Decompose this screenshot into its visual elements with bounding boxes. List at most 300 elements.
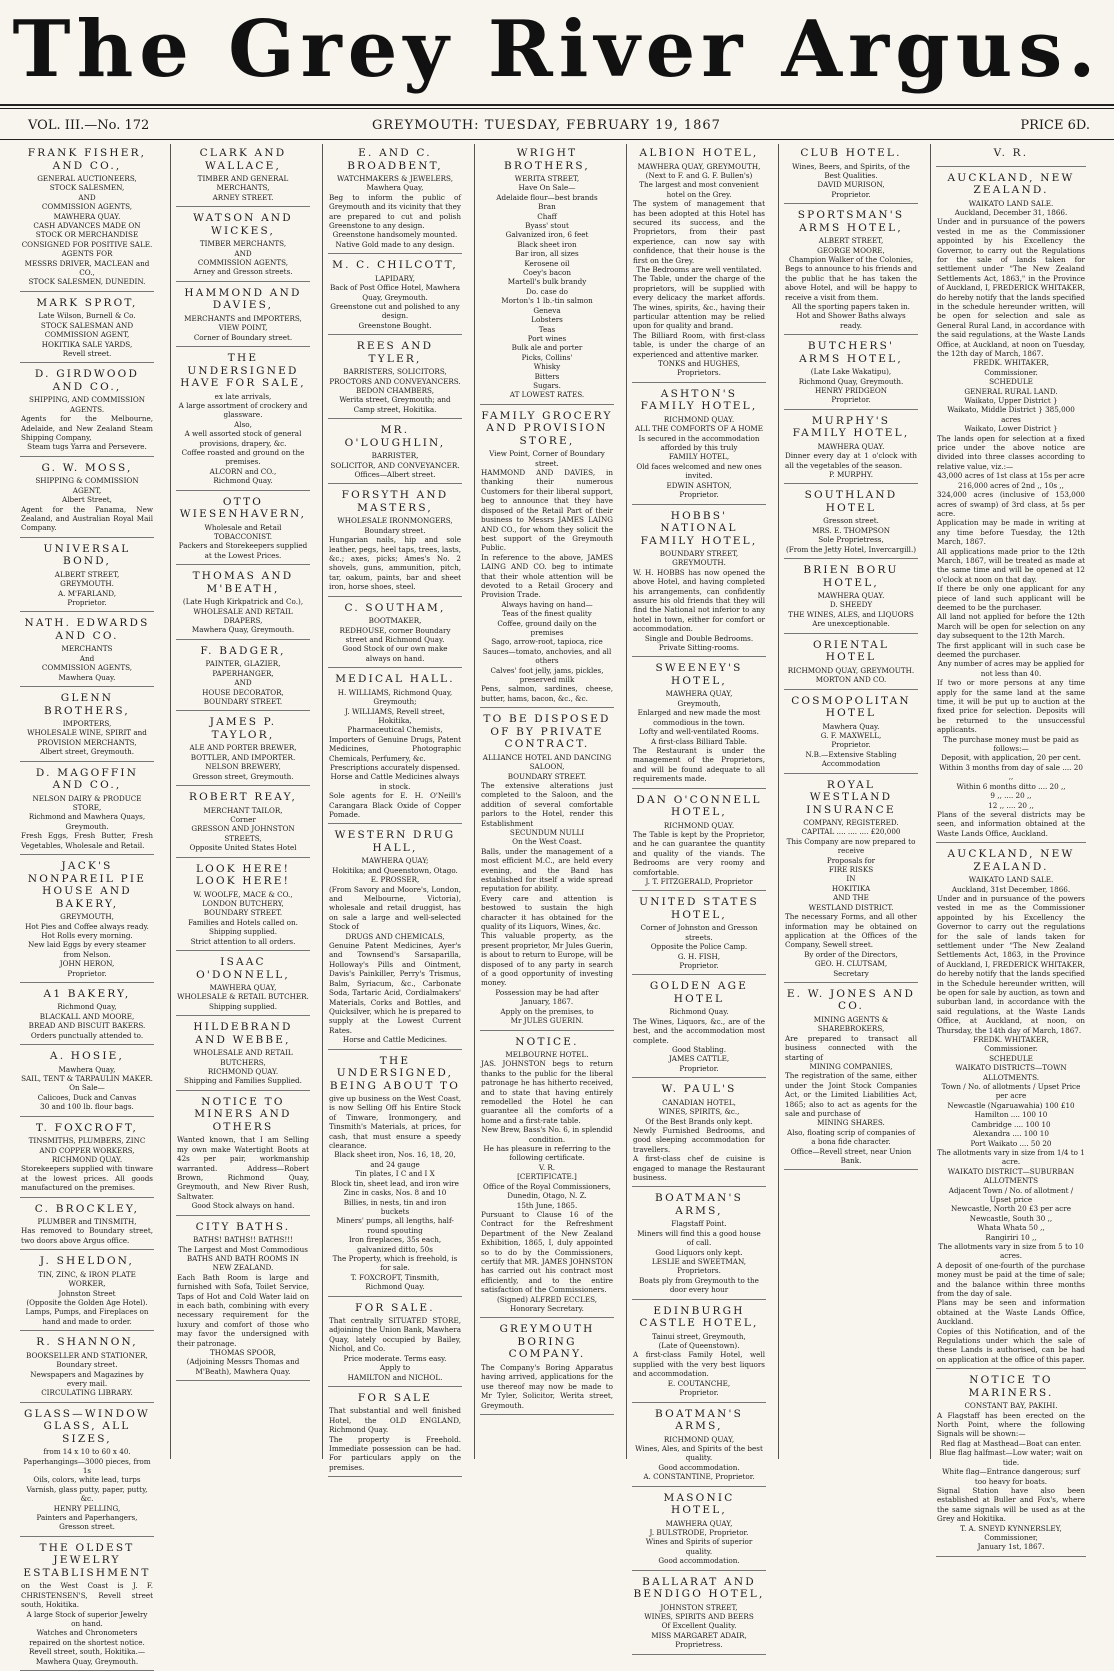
advertisement-line: THE WINES, ALES, and LIQUORS	[788, 609, 914, 619]
advertisement-line: BATHS! BATHS!! BATHS!!!	[192, 1235, 294, 1245]
advertisement-line: Is secured in the accommodation afforded by this truly	[638, 433, 760, 453]
advertisement-line: BOUNDARY STREET.	[203, 697, 283, 706]
advertisement-line: Of the Best Brands only kept.	[645, 1116, 753, 1126]
advertisement	[784, 412, 918, 485]
advertisement	[176, 642, 310, 712]
advertisement-line: Strict attention to all orders.	[190, 936, 296, 946]
advertisement-heading: CITY BATHS.	[195, 1220, 291, 1233]
advertisement-heading: D. MAGOFFIN AND CO.,	[35, 766, 139, 792]
advertisement-line: Tainui street, Greymouth,	[652, 1331, 746, 1341]
advertisement-line: Proprietor.	[679, 1388, 719, 1398]
advertisement-line: Hot and Shower Baths always ready.	[796, 311, 906, 330]
advertisement-line: Galvanized iron, 6 feet	[505, 230, 589, 240]
advertisement-line: TIMBER AND GENERAL	[197, 174, 289, 183]
advertisement-line: On Sale—	[69, 1083, 105, 1093]
advertisement	[176, 1093, 310, 1216]
advertisement-heading: BOATMAN'S ARMS,	[655, 1192, 743, 1217]
advertisement-heading: HOBBS' NATIONAL FAMILY HOTEL,	[640, 509, 758, 547]
advertisement-line: ARNEY STREET.	[212, 192, 274, 202]
column-separator	[474, 144, 475, 1459]
advertisement-line: SHIPPING, AND COMMISSION AGENTS.	[28, 395, 146, 414]
advertisement-heading: D. GIRDWOOD AND CO.,	[34, 368, 140, 393]
advertisement	[20, 1539, 154, 1671]
advertisement-heading: LOOK HERE! LOOK HERE!	[196, 862, 290, 888]
advertisement-line: PAINTER, GLAZIER,	[205, 659, 281, 669]
advertisement-heading: UNITED STATES HOTEL,	[639, 896, 759, 921]
advertisement	[176, 1018, 310, 1091]
advertisement	[20, 614, 154, 687]
advertisement-line: Blue flag halfmast—Low water; wait on tide.	[939, 1448, 1083, 1467]
advertisement-line: WINES, SPIRITS, &c.,	[658, 1107, 740, 1117]
advertisement-line: The property is Freehold. Immediate possession can be had. For particulars apply on the premises.	[329, 1434, 461, 1472]
advertisement-line: Possession may be had after January, 1867.	[495, 987, 599, 1007]
advertisement	[176, 1218, 310, 1382]
advertisement-line: P. MURPHY.	[829, 470, 873, 480]
advertisement-line: Mr JULES GUERIN.	[510, 1016, 584, 1026]
advertisement-line: G. F. MAXWELL,	[820, 730, 882, 740]
advertisement-line: TIMBER MERCHANTS,	[199, 239, 287, 249]
advertisement-line: MAWHERA QUAY;	[361, 856, 429, 866]
advertisement-line: Oils, colors, white lead, turps	[33, 1475, 141, 1485]
advertisement-line: WAIKATO DISTRICTS—TOWN ALLOTMENTS.	[955, 1063, 1067, 1082]
advertisement	[480, 1320, 614, 1415]
advertisement	[784, 776, 918, 983]
advertisement-heading: FOR SALE.	[355, 1301, 435, 1314]
advertisement-line: Proprietor.	[679, 490, 719, 500]
advertisement-line: GRESSON AND JOHNSTON STREETS,	[191, 824, 295, 843]
advertisement	[480, 710, 614, 1030]
advertisement-line: 30 and 100 lb. flour bags.	[40, 1102, 134, 1112]
advertisement-line: Importers of Genuine Drugs, Patent Medicines, Photographic Chemicals, Perfumery, &c.	[329, 734, 461, 763]
advertisement-line: Arney and Gresson streets.	[193, 267, 293, 277]
advertisement-line: Also,	[234, 419, 252, 429]
advertisement-line: Chaff	[537, 211, 557, 221]
column-separator	[170, 144, 171, 1459]
advertisement	[176, 788, 310, 858]
advertisement-line: W. H. HOBBS has now opened the above Hotel, and having completed his arrangements, can confidently assure his old friends that they will find the National not inferior to any hotel in town, either for comfort or accommodation.	[633, 567, 765, 634]
advertisement-line: 216,000 acres of 2nd ,, 10s ,,	[958, 480, 1064, 490]
advertisement-heading: C. SOUTHAM,	[344, 601, 446, 614]
advertisement-line: Dinner every day at 1 o'clock with all the vegetables of the season.	[785, 451, 917, 470]
advertisement	[176, 209, 310, 282]
advertisement-line: E. PROSSER,	[370, 875, 420, 885]
advertisement-line: HOUSE DECORATOR,	[202, 687, 284, 697]
advertisement-line: A large Stock of superior Jewelry on hand.	[26, 1609, 148, 1628]
advertisement-line: Horse and Cattle Medicines always in stock.	[330, 772, 460, 791]
advertisement-line: LONDON BUTCHERY,	[202, 898, 284, 908]
advertisement-line: Sauces—tomato, anchovies, and all others	[482, 646, 612, 666]
advertisement-line: Champion Walker of the Colonies,	[789, 254, 913, 264]
column-separator	[778, 144, 779, 1459]
advertisement-line: J. T. FITZGERALD, Proprietor	[645, 876, 753, 886]
advertisement-line: Balls, under the management of a most efficient M.C., are held every evening, and the Band has established for itself a wide spread reputation for ability.	[481, 846, 613, 894]
advertisement-line: Hot Pies and Coffee always ready.	[25, 921, 149, 931]
advertisement-line: CIRCULATING LIBRARY.	[41, 1388, 133, 1398]
advertisement-line: MINING COMPANIES,	[809, 1061, 893, 1071]
advertisement-line: Auckland, 31st December, 1866.	[951, 884, 1071, 894]
advertisement-line: Newly Furnished Bedrooms, and good sleeping accommodation for travellers.	[633, 1125, 765, 1154]
advertisement-line: Lamps, Pumps, and Fireplaces on hand and made to order.	[25, 1307, 149, 1326]
advertisement-line: This valuable property, as the present proprietor, Mr Jules Guerin, is about to return to Europe, will be disposed of to any party in search of a good opportunity of investing money.	[481, 931, 613, 988]
advertisement-line: Do. case do	[526, 286, 568, 296]
advertisement-heading: NATH. EDWARDS AND CO.	[24, 617, 150, 642]
advertisement-line: A well assorted stock of general provisions, drapery, &c.	[184, 429, 302, 448]
advertisement-line: MAWHERA QUAY.	[817, 441, 885, 451]
advertisement-line: Hot Rolls every morning.	[41, 930, 133, 940]
advertisement-line: A deposit of one-fourth of the purchase money must be paid at the time of sale; and the balance within three months from the day of sale.	[937, 1260, 1085, 1298]
advertisement-line: Gresson street, Greymouth.	[192, 771, 294, 781]
advertisement-line: RICHMOND QUAY.	[663, 414, 735, 424]
advertisement-line: The registration of the same, either under the Joint Stock Companies Act, or the Limited Liabilities Act, 1865; also to act as agents for the sale and purchase of	[785, 1071, 917, 1118]
advertisement	[328, 421, 462, 484]
advertisement-line: In reference to the above, JAMES LAING AND CO. beg to intimate that their whole attention will be devoted to a Retail Grocery and Provision Trade.	[481, 552, 613, 600]
advertisement-heading: NOTICE TO MINERS AND OTHERS	[194, 1095, 292, 1133]
advertisement	[328, 599, 462, 669]
advertisement-line: Watches and Chronometers repaired on the shortest notice.	[29, 1628, 145, 1647]
advertisement-line: give up business on the West Coast, is now Selling Off his Entire Stock of Tinware, Ironmongery, and Tinsmith's Materials, at prices, for cash, that must ensure a speedy clearance.	[329, 1094, 461, 1151]
advertisement-line: ALBERT STREET,	[818, 236, 884, 246]
advertisement-line: WAIKATO LAND SALE.	[968, 198, 1054, 208]
advertisement-line: MERCHANTS and IMPORTERS,	[184, 313, 302, 323]
advertisement-line: The purchase money must be paid as follows:—	[943, 734, 1079, 754]
advertisement-line: Opposite United States Hotel	[189, 843, 297, 853]
advertisement-line: The Bedrooms are well ventilated.	[636, 264, 762, 274]
advertisement-line: WERITA STREET,	[514, 174, 580, 183]
advertisement-line: Under and in pursuance of the powers vested in me as the Commissioner appointed by his Excellency the Governor to carry out the regulations for the sale of lands taken for settlement under "The New Zealand Settlements Act, 1863, in the Province of Auckland, I, FREDERICK WHITAKER, do hereby notify that the lands specified in the Schedule hereunder written, will be open for sale by auction, as town and suburban land, in accordance with the said regulations, at the Waste Lands Office, at Auckland, at noon, on Thursday, the 14th day of March, 1867.	[937, 893, 1085, 1035]
advertisement-heading: SOUTHLAND HOTEL	[804, 489, 898, 514]
advertisement-heading: M. C. CHILCOTT,	[332, 259, 458, 272]
advertisement-line: Corner of Boundary street.	[193, 332, 293, 342]
advertisement-line: Pursuant to Clause 16 of the Contract for the Refreshment Department of the New Zealand Exhibition, 1865, I, duly appointed so to do by the Commissioners, certify that MR. JAMES JOHNSTON has carried out his contract most efficiently, and to the entire satisfaction of the Commissioners.	[481, 1209, 613, 1295]
advertisement-line: FIRE RISKS	[828, 865, 874, 875]
advertisement-line: MERCHANTS,	[216, 183, 270, 193]
column-6	[784, 144, 918, 1459]
advertisement	[480, 144, 614, 405]
advertisement-line: Horse and Cattle Medicines.	[342, 1035, 448, 1045]
advertisement-line: Kerosene oil	[524, 258, 570, 268]
advertisement	[632, 893, 766, 975]
masthead	[0, 0, 1114, 100]
advertisement-line: Waikato, Lower District }	[964, 424, 1058, 434]
advertisement-line: All land not applied for before the 12th March will be open for selection on any day subsequent to the 12th March.	[937, 612, 1085, 641]
advertisement-line: SECUNDUM NULLI	[509, 827, 585, 837]
advertisement-line: Corner	[230, 814, 256, 824]
advertisement-line: Agent for the Panama, New Zealand, and Australian Royal Mail Company.	[21, 504, 153, 533]
dateline-rule	[0, 139, 1114, 140]
advertisement-line: Proprietor.	[679, 1063, 719, 1073]
advertisement-line: CANADIAN HOTEL,	[662, 1097, 736, 1107]
advertisement-line: Paperhangings—3000 pieces, from 1s	[23, 1456, 151, 1476]
advertisement	[20, 540, 154, 613]
advertisement-line: Good Liquors only kept.	[655, 1247, 743, 1257]
advertisement-heading: THE UNDERSIGNED HAVE FOR SALE,	[180, 352, 306, 390]
advertisement-line: The Property, which is freehold, is for sale.	[332, 1253, 458, 1273]
advertisement-line: AT LOWEST RATES.	[509, 390, 585, 400]
advertisement-line: Pharmaceutical Chemists,	[347, 725, 443, 735]
advertisement-line: Commissioner.	[984, 1044, 1038, 1054]
column-7	[936, 144, 1086, 1552]
advertisement-line: Orders punctually attended to.	[30, 1030, 144, 1040]
advertisement-line: Johnston Street	[58, 1288, 116, 1298]
advertisement	[20, 1200, 154, 1251]
advertisement-heading: ROYAL WESTLAND INSURANCE	[806, 778, 896, 816]
advertisement-line: Gresson street.	[823, 516, 879, 526]
advertisement-line: REDHOUSE, corner Boundary street and Richmond Quay.	[339, 625, 451, 644]
advertisement-line: And	[79, 653, 95, 663]
advertisement-line: Also, floating scrip of companies of a bona fide character.	[787, 1127, 915, 1147]
advertisement-line: EDWIN ASHTON,	[666, 480, 732, 490]
advertisement-line: Opposite the Police Camp.	[650, 942, 748, 952]
advertisement-line: Proprietor.	[831, 740, 871, 750]
advertisement-heading: MARK SPROT,	[36, 296, 138, 309]
advertisement	[784, 636, 918, 690]
advertisement-line: N.B.—Extensive Stabling Accommodation	[805, 749, 897, 769]
advertisement-line: WHOLESALE AND RETAIL DRAPERS,	[193, 606, 293, 626]
advertisement-line: MAWHERA QUAY,	[665, 689, 733, 699]
advertisement-line: Bran	[538, 202, 556, 212]
advertisement-line: Packers and Storekeepers supplied at the Lowest Prices.	[178, 541, 308, 560]
advertisement-line: Agents for the Melbourne, Adelaide, and New Zealand Steam Shipping Company,	[21, 414, 153, 443]
advertisement-line: STOCK SALESMAN AND COMMISSION AGENT,	[40, 320, 134, 340]
column-1	[20, 144, 154, 1666]
advertisement-line: Commissioner,	[984, 1532, 1038, 1542]
advertisement-line: A. M'FARLAND,	[57, 588, 117, 598]
advertisement-line: DRUGS AND CHEMICALS,	[345, 931, 445, 941]
advertisement-line: Application may be made in writing at any time before Tuesday, the 12th March, 1867.	[937, 518, 1085, 547]
advertisement-line: SAIL, TENT & TARPAULIN MAKER.	[21, 1073, 153, 1083]
advertisement-line: CAPITAL .... .... .... £20,000	[801, 827, 901, 837]
advertisement-line: Billies, in nests, tin and iron buckets	[343, 1197, 447, 1216]
advertisement-line: Port Waikato .... 50 20	[970, 1138, 1052, 1148]
advertisement-line: ALBERT STREET,	[54, 569, 120, 579]
advertisement-line: 12 ,, .... 20 ,,	[988, 800, 1034, 810]
advertisement-line: [CERTIFICATE.]	[517, 1172, 577, 1182]
advertisement	[328, 1389, 462, 1477]
advertisement-heading: WATSON AND WICKES,	[193, 212, 293, 237]
advertisement-line: The Table, under the charge of the proprietors, will be supplied with every delicacy the market affords. The wines, spirits, &c., having their particular attention may be relied upon for quality and brand.	[633, 274, 765, 331]
advertisement-line: HAMILTON and NICHOL.	[347, 1372, 443, 1382]
advertisement-line: Has removed to Boundary street, two doors above Argus office.	[21, 1226, 153, 1245]
advertisement-heading: JACK'S NONPAREIL PIE HOUSE AND BAKERY,	[27, 860, 147, 910]
advertisement-line: WAIKATO LAND SALE.	[968, 875, 1054, 885]
advertisement-line: WHOLESALE & RETAIL BUTCHER.	[177, 992, 309, 1002]
advertisement	[176, 953, 310, 1016]
advertisement-line: New laid Eggs by every steamer from Nelson.	[27, 940, 147, 959]
advertisement-line: Coffee, ground daily on the premises	[497, 618, 597, 637]
advertisement-line: Begs to announce to his friends and the public that he has taken the above Hotel, and will be happy to receive a visit from them.	[785, 264, 917, 302]
advertisement-line: Are unexceptionable.	[812, 619, 890, 629]
advertisement-heading: FORSYTH AND MASTERS,	[341, 489, 449, 514]
advertisement-line: The largest and most convenient hotel on the Grey.	[639, 180, 759, 199]
advertisement-line: Wines, Ales, and Spirits of the best quality.	[635, 1443, 763, 1463]
advertisement-line: Newspapers and Magazines by every mail.	[30, 1369, 144, 1388]
advertisement	[784, 206, 918, 335]
advertisement-line: The Restaurant is under the management of the Proprietors, and will be found adequate to all requirements made.	[633, 745, 765, 784]
advertisement-line: ALL THE COMFORTS OF A HOME	[635, 424, 763, 434]
advertisement-line: JAMES CATTLE,	[668, 1054, 730, 1064]
advertisement-line: Tin plates, I C and I X	[355, 1169, 435, 1179]
advertisement	[784, 337, 918, 410]
advertisement-line: Wanted known, that I am Selling my own make Watertight Boots at 42s per pair, workmanship warranted. Address—Robert Brown, Richmond Quay, Greymouth, and New River Rush, Saltwater.	[177, 1135, 309, 1201]
advertisement	[632, 507, 766, 658]
advertisement-line: FREDK. WHITAKER,	[973, 1035, 1049, 1045]
advertisement-line: MAWHERA QUAY.	[817, 591, 885, 601]
advertisement-line: Price moderate. Terms easy.	[343, 1353, 447, 1363]
advertisement-heading: F. BADGER,	[200, 644, 286, 657]
advertisement-line: Deposit, with application, 20 per cent.	[941, 753, 1081, 763]
advertisement-line: New Brew, Bass's No. 6, in splendid condition.	[481, 1125, 613, 1144]
advertisement-line: Rangiriri 10 ,,	[985, 1232, 1037, 1242]
advertisement-line: Newcastle, South 30 ,,	[969, 1213, 1053, 1223]
advertisement-line: Alexandra .... 100 10	[973, 1129, 1049, 1139]
advertisement-line: G. H. FISH,	[677, 951, 721, 961]
advertisement-line: Are prepared to transact all business connected with the starting of	[785, 1033, 917, 1062]
advertisement-line: Martell's bulk brandy	[507, 277, 587, 287]
advertisement-line: Adjacent Town / No. of allotment / Upset price	[948, 1185, 1074, 1204]
advertisement-heading: E. AND C. BROADBENT,	[347, 147, 443, 172]
advertisement-line: Proprietor.	[831, 395, 871, 405]
advertisement-line: Mawhera Quay.	[58, 672, 116, 682]
advertisement-line: (Opposite the Golden Age Hotel).	[26, 1297, 148, 1307]
advertisement-line: HOKITIKA SALE YARDS,	[41, 339, 133, 349]
advertisement-heading: DAN O'CONNELL HOTEL,	[636, 793, 762, 819]
advertisement-heading: BOATMAN'S ARMS,	[655, 1407, 743, 1432]
advertisement-line: Proprietors.	[677, 368, 721, 378]
advertisement-line: SHIPPING & COMMISSION AGENT,	[35, 476, 139, 495]
advertisement-line: SCHEDULE	[989, 377, 1033, 387]
advertisement-line: Newcastle (Ngaruawahia) 100 £10	[947, 1100, 1075, 1110]
advertisement-line: (Late Hugh Kirkpatrick and Co.),	[182, 597, 304, 607]
advertisement-line: Prescriptions accurately dispensed.	[329, 762, 461, 772]
advertisement-line: Newcastle, North 20 £3 per acre	[951, 1204, 1071, 1214]
advertisement-line: Auckland, December 31, 1866.	[954, 207, 1068, 217]
advertisement-heading: W. PAUL'S	[661, 1083, 737, 1096]
advertisement-line: Miners will find this a good house of call.	[637, 1228, 761, 1248]
advertisement-line: BOTTLER, AND IMPORTER.	[190, 752, 296, 762]
advertisement-line: COMPANY, REGISTERED.	[803, 818, 899, 828]
advertisement-line: BOOTMAKER,	[368, 616, 422, 626]
advertisement-line: Flagstaff Point.	[671, 1219, 727, 1229]
advertisement-line: Proprietor.	[67, 968, 107, 978]
column-4	[480, 144, 614, 1459]
advertisement-line: The necessary Forms, and all other information may be obtained on application at the Offices of the Company, Sewell street.	[785, 912, 917, 950]
advertisement-line: (Late Lake Wakatipu),	[810, 367, 892, 377]
advertisement	[328, 337, 462, 419]
advertisement-line: Good accommodation.	[658, 1556, 740, 1566]
advertisement-heading: GREYMOUTH BORING COMPANY.	[499, 1323, 595, 1361]
advertisement-line: STOCK SALESMEN, DUNEDIN.	[28, 277, 146, 287]
advertisement	[328, 256, 462, 335]
advertisement-line: Always having on hand—	[501, 599, 593, 609]
advertisement-line: Morton's 1 lb.-tin salmon	[501, 296, 593, 306]
advertisement-line: Honorary Secretary.	[510, 1303, 584, 1313]
advertisement-line: Proprietor.	[831, 189, 871, 199]
advertisement-line: Richmond Quay.	[365, 1282, 425, 1292]
column-separator	[322, 144, 323, 1459]
advertisement-line: Richmond Quay.	[213, 476, 273, 486]
advertisement-line: Proprietor.	[67, 598, 107, 607]
advertisement-line: BEDON CHAMBERS,	[356, 386, 434, 395]
advertisement-line: Coey's bacon	[523, 268, 571, 278]
advertisement-line: (Adjoining Messrs Thomas and M'Beath), Mawhera Quay.	[186, 1357, 300, 1376]
advertisement-line: All the sporting papers taken in.	[792, 301, 910, 311]
advertisement	[632, 1080, 766, 1187]
advertisement-line: A large assortment of crockery and glassware.	[178, 400, 308, 420]
advertisement-line: Offices—Albert street.	[354, 470, 436, 480]
advertisement	[632, 1405, 766, 1487]
advertisement-line: NELSON DAIRY & PRODUCE STORE,	[32, 793, 142, 813]
advertisement-line: Office—Revell street, near Union Bank.	[790, 1146, 912, 1166]
advertisement-line: T. A. SNEYD KYNNERSLEY,	[960, 1523, 1062, 1533]
advertisement-line: Proprietress.	[675, 1640, 723, 1650]
advertisement-line: If there be only one applicant for any piece of land such applicant will be deemed to be the purchaser.	[937, 584, 1085, 612]
advertisement-line: January 1st, 1867.	[977, 1542, 1045, 1552]
advertisement-heading: UNIVERSAL BOND,	[43, 542, 131, 568]
advertisement-line: Good accommodation.	[658, 1462, 740, 1472]
advertisement-line: Storekeepers supplied with tinware at the lowest prices. All goods manufactured on the premises.	[21, 1164, 153, 1193]
advertisement-line: HAMMOND AND DAVIES, in thanking their numerous Customers for their liberal support, beg to announce that they have disposed of the Retail Part of their business to Messrs JAMES LAING AND CO., for whom they solicit the best support of the Greymouth Public.	[481, 468, 613, 553]
advertisement	[20, 144, 154, 292]
advertisement-line: The system of management that has been adopted at this Hotel has secured its success, and the Proprietors, from their past experience, can now say with confidence, that their house is the first on the Grey.	[633, 199, 765, 265]
advertisement-line: AND	[234, 248, 252, 258]
advertisement-line: AND THE	[833, 893, 869, 903]
advertisement-line: CASH ADVANCES MADE ON	[33, 221, 141, 231]
advertisement-line: A Flagstaff has been erected on the North Point, where the following Signals will be shown:—	[937, 1410, 1085, 1439]
advertisement-line: ex late arrivals,	[214, 391, 272, 401]
advertisement	[936, 169, 1086, 844]
advertisement-line: Mawhera Quay, Greymouth.	[191, 625, 295, 635]
advertisement-heading: THE OLDEST JEWELRY ESTABLISHMENT	[23, 1541, 151, 1579]
advertisement-line: Waikato, Upper District }	[964, 396, 1058, 406]
advertisement-line: Bitters	[534, 371, 560, 381]
advertisement-line: Black sheet iron	[517, 239, 577, 249]
advertisement	[328, 1052, 462, 1297]
advertisement-line: D. SHEEDY	[829, 600, 873, 610]
advertisement-line: 15th June, 1865.	[516, 1200, 578, 1210]
advertisement-line: BOOKSELLER AND STATIONER,	[26, 1350, 148, 1360]
advertisement-heading: GLASS—WINDOW GLASS, ALL SIZES,	[24, 1407, 150, 1445]
advertisement-line: Plans may be seen and information obtained at the Waste Lands Office, Auckland.	[937, 1298, 1085, 1327]
advertisement-line: Port wines	[527, 333, 567, 343]
advertisement	[784, 692, 918, 774]
advertisement-line: AND	[234, 678, 252, 688]
advertisement-heading: ROBERT REAY,	[188, 791, 297, 804]
advertisement-line: Plans of the several districts may be seen, and information obtained at the Waste Lands Office, Auckland.	[937, 809, 1085, 838]
dateline	[0, 112, 1114, 138]
advertisement-line: SOLICITOR, AND CONVEYANCER.	[330, 460, 460, 470]
advertisement-heading: SPORTSMAN'S ARMS HOTEL,	[797, 209, 905, 234]
advertisement-line: Revell street, south, Hokitika.—Mawhera Quay, Greymouth.	[28, 1647, 146, 1666]
advertisement-line: Albert street, Greymouth.	[40, 747, 134, 757]
advertisement-heading: FAMILY GROCERY AND PROVISION STORE,	[481, 409, 613, 447]
advertisement-line: FREDK. WHITAKER,	[973, 358, 1049, 368]
advertisement-line: The lands open for selection at a fixed price under the above notice are divided into three classes according to relative value, viz.:—	[937, 433, 1085, 471]
advertisement-line: Whisky	[533, 362, 561, 372]
advertisement	[20, 294, 154, 364]
advertisement-line: By order of the Directors,	[804, 949, 898, 959]
advertisement-line: Boats ply from Greymouth to the door every hour	[639, 1275, 759, 1295]
advertisement-line: Good Stabling.	[671, 1045, 727, 1055]
advertisement-line: (Late of Queenstown).	[658, 1341, 740, 1351]
advertisement-line: WHOLESALE AND RETAIL	[193, 1048, 293, 1058]
advertisement-line: Greymouth,	[677, 698, 721, 708]
advertisement	[20, 1405, 154, 1537]
advertisement-line: Within 3 months from day of sale .... 20 ,,	[939, 762, 1083, 782]
advertisement-line: Richmond Quay,	[57, 1002, 117, 1012]
advertisement-line: COMMISSION AGENTS,	[197, 258, 289, 268]
advertisement-line: Good Stock of our own make always on hand.	[342, 644, 448, 663]
advertisement-heading: R. SHANNON,	[36, 1336, 138, 1349]
